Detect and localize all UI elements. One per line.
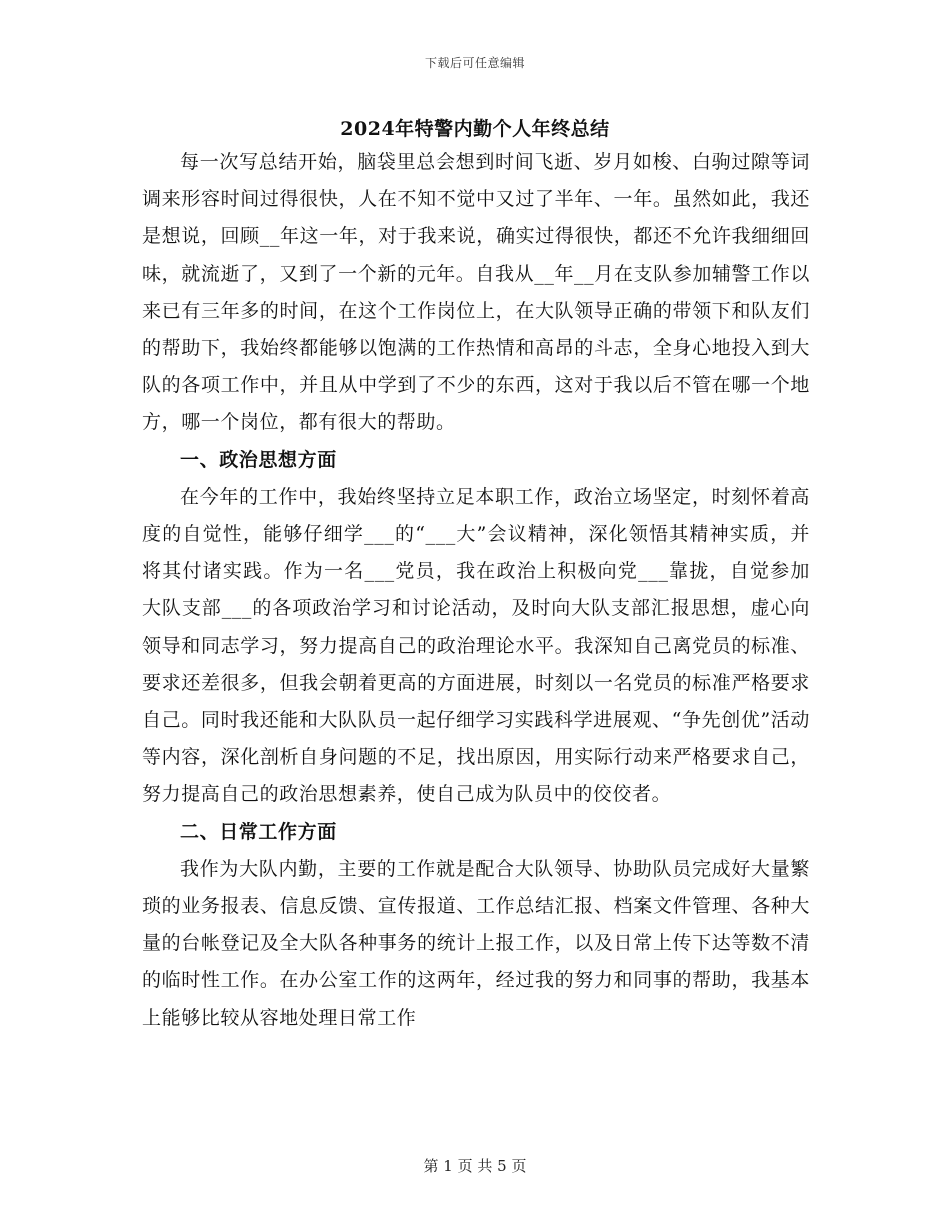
document-title: 2024年特警内勤个人年终总结	[340, 118, 610, 140]
header-note: 下载后可任意编辑	[424, 56, 525, 70]
section-heading-political: 一、政治思想方面	[180, 448, 337, 471]
document-body	[142, 144, 810, 1037]
page-number: 第 1 页 共 5 页	[423, 1157, 527, 1175]
daily-work-paragraph: 我作为大队内勤，主要的工作就是配合大队领导、协助队员完成好大量繁琐的业务报表、信息反馈、宣传报道、工作总结汇报、档案文件管理、各种大量的台帐登记及全大队各种事务的统计上报工作，以及日常上传下达等数不清的临时性工作。在办公室工作的这两年，经过我的努力和同事的帮助，我基本上能够比较从容地处理日常工作	[142, 857, 810, 1029]
intro-paragraph: 每一次写总结开始，脑袋里总会想到时间飞逝、岁月如梭、白驹过隙等词调来形容时间过得很快，人在不知不觉中又过了半年、一年。虽然如此，我还是想说，回顾__年这一年，对于我来说，确实过得很快，都还不允许我细细回味，就流逝了，又到了一个新的元年。自我从__年__月在支队参加辅警工作以来已有三年多的时间，在这个工作岗位上，在大队领导正确的带领下和队友们的帮助下，我始终都能够以饱满的工作热情和高昂的斗志，全身心地投入到大队的各项工作中，并且从中学到了不少的东西，这对于我以后不管在哪一个地方，哪一个岗位，都有很大的帮助。	[142, 151, 810, 434]
section-heading-daily-work: 二、日常工作方面	[180, 820, 337, 843]
political-paragraph: 在今年的工作中，我始终坚持立足本职工作，政治立场坚定，时刻怀着高度的自觉性，能够仔细学___的“___大”会议精神，深化领悟其精神实质，并将其付诸实践。作为一名___党员，我在政治上积极向党___靠拢，自觉参加大队支部___的各项政治学习和讨论活动，及时向大队支部汇报思想，虚心向领导和同志学习，努力提高自己的政治理论水平。我深知自己离党员的标准、要求还差很多，但我会朝着更高的方面进展，时刻以一名党员的标准严格要求自己。同时我还能和大队队员一起仔细学习实践科学进展观、“争先创优”活动等内容，深化剖析自身问题的不足，找出原因，用实际行动来严格要求自己，努力提高自己的政治思想素养，使自己成为队员中的佼佼者。	[142, 485, 810, 806]
